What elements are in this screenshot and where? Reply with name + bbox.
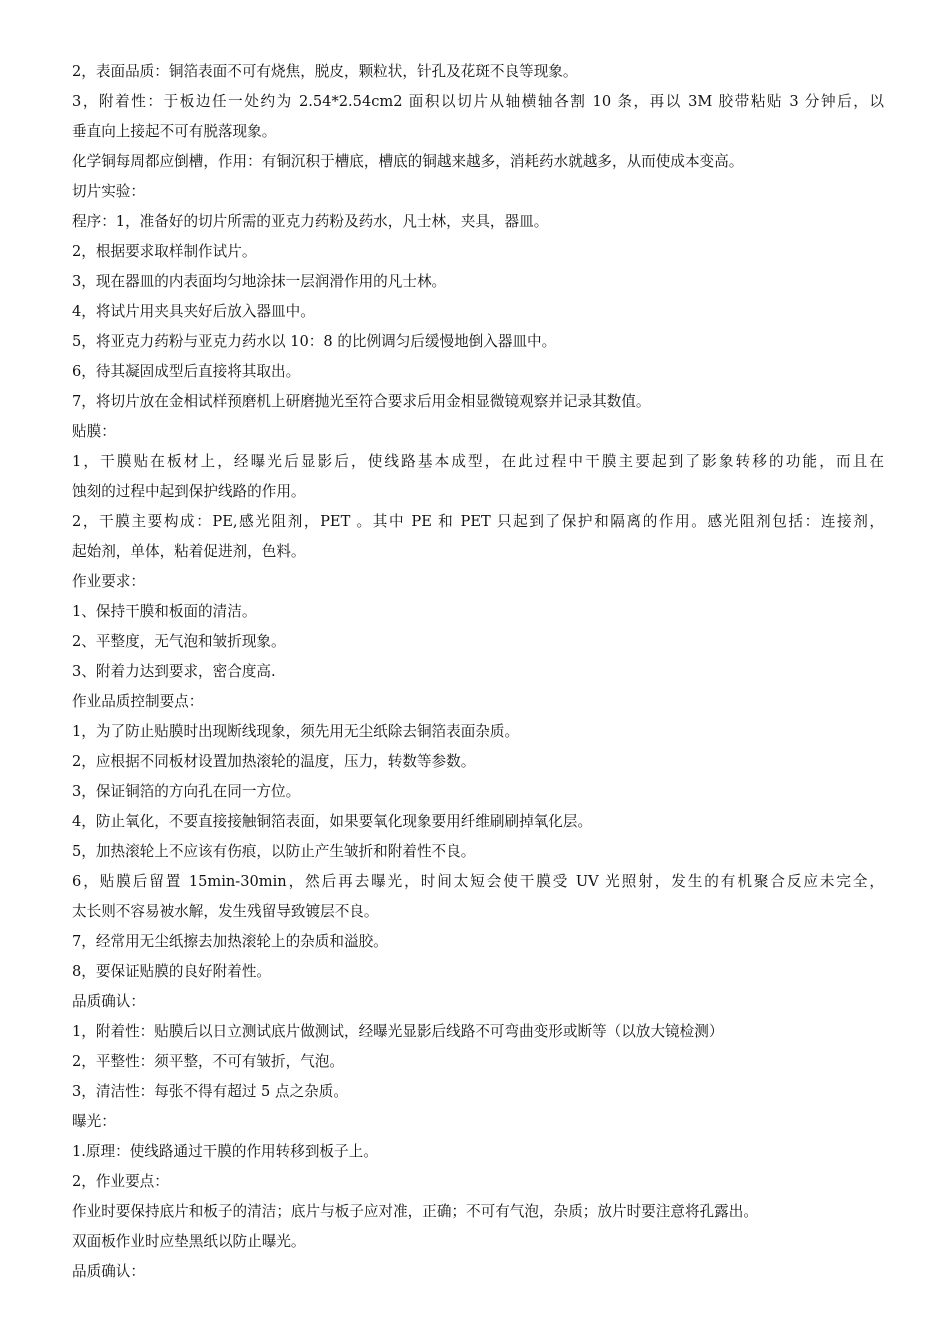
text-line: 2，应根据不同板材设置加热滚轮的温度，压力，转数等参数。	[72, 753, 476, 770]
text-line: 程序：1，准备好的切片所需的亚克力药粉及药水，凡士林，夹具，器皿。	[72, 213, 549, 230]
text-line: 3，保证铜箔的方向孔在同一方位。	[72, 783, 301, 800]
text-line: 2，根据要求取样制作试片。	[72, 243, 257, 260]
text-line: 8，要保证贴膜的良好附着性。	[72, 963, 272, 980]
text-line: 双面板作业时应垫黑纸以防止曝光。	[72, 1233, 306, 1250]
text-line: 6，贴膜后留置 15min-30min，然后再去曝光，时间太短会使干膜受 UV 光照射，发生的有机聚合反应未完全，	[72, 873, 884, 890]
text-line: 7，经常用无尘纸擦去加热滚轮上的杂质和溢胶。	[72, 933, 388, 950]
text-line: 垂直向上接起不可有脱落现象。	[72, 123, 277, 140]
text-line: 7，将切片放在金相试样预磨机上研磨抛光至符合要求后用金相显微镜观察并记录其数值。	[72, 393, 651, 410]
text-line: 1.原理：使线路通过干膜的作用转移到板子上。	[72, 1143, 378, 1160]
text-line: 起始剂，单体，粘着促进剂，色料。	[72, 543, 306, 560]
section-heading: 曝光：	[72, 1113, 116, 1130]
text-line: 4，将试片用夹具夹好后放入器皿中。	[72, 303, 315, 320]
text-line: 3、附着力达到要求，密合度高.	[72, 663, 276, 680]
text-line: 3，清洁性：每张不得有超过 5 点之杂质。	[72, 1083, 348, 1100]
section-heading: 作业要求：	[72, 573, 145, 590]
text-line: 蚀刻的过程中起到保护线路的作用。	[72, 483, 306, 500]
text-line: 3，附着性：于板边任一处约为 2.54*2.54cm2 面积以切片从轴横轴各割 10 条，再以 3M 胶带粘贴 3 分钟后，以	[72, 93, 884, 110]
text-line: 作业时要保持底片和板子的清洁；底片与板子应对准，正确；不可有气泡，杂质；放片时要注意将孔露出。	[72, 1203, 758, 1220]
text-line: 1，干膜贴在板材上，经曝光后显影后，使线路基本成型，在此过程中干膜主要起到了影象转移的功能，而且在	[72, 453, 884, 470]
text-line: 1，附着性：贴膜后以日立测试底片做测试，经曝光显影后线路不可弯曲变形或断等（以放大镜检测）	[72, 1023, 724, 1040]
text-line: 2，作业要点：	[72, 1173, 169, 1190]
text-line: 太长则不容易被水解，发生残留导致镀层不良。	[72, 903, 379, 920]
section-heading: 品质确认：	[72, 993, 145, 1010]
text-line: 4，防止氧化，不要直接接触铜箔表面，如果要氧化现象要用纤维刷刷掉氧化层。	[72, 813, 593, 830]
text-line: 2，表面品质：铜箔表面不可有烧焦，脱皮，颗粒状，针孔及花斑不良等现象。	[72, 63, 578, 80]
text-line: 2，干膜主要构成：PE,感光阻剂，PET 。其中 PE 和 PET 只起到了保护和隔离的作用。感光阻剂包括：连接剂，	[72, 513, 884, 530]
section-heading: 贴膜：	[72, 423, 116, 440]
text-line: 6，待其凝固成型后直接将其取出。	[72, 363, 301, 380]
text-line: 3，现在器皿的内表面均匀地涂抹一层润滑作用的凡士林。	[72, 273, 447, 290]
text-line: 2、平整度，无气泡和皱折现象。	[72, 633, 286, 650]
text-line: 1、保持干膜和板面的清洁。	[72, 603, 257, 620]
section-heading: 切片实验：	[72, 183, 145, 200]
text-line: 5，将亚克力药粉与亚克力药水以 10：8 的比例调匀后缓慢地倒入器皿中。	[72, 333, 557, 350]
section-heading: 作业品质控制要点：	[72, 693, 204, 710]
text-line: 2，平整性：须平整，不可有皱折，气泡。	[72, 1053, 344, 1070]
text-line: 1，为了防止贴膜时出现断线现象，须先用无尘纸除去铜箔表面杂质。	[72, 723, 520, 740]
section-heading: 品质确认：	[72, 1263, 145, 1280]
document-body	[72, 57, 884, 1287]
text-line: 化学铜每周都应倒槽，作用：有铜沉积于槽底，槽底的铜越来越多，消耗药水就越多，从而使成本变高。	[72, 153, 744, 170]
text-line: 5，加热滚轮上不应该有伤痕，以防止产生皱折和附着性不良。	[72, 843, 476, 860]
